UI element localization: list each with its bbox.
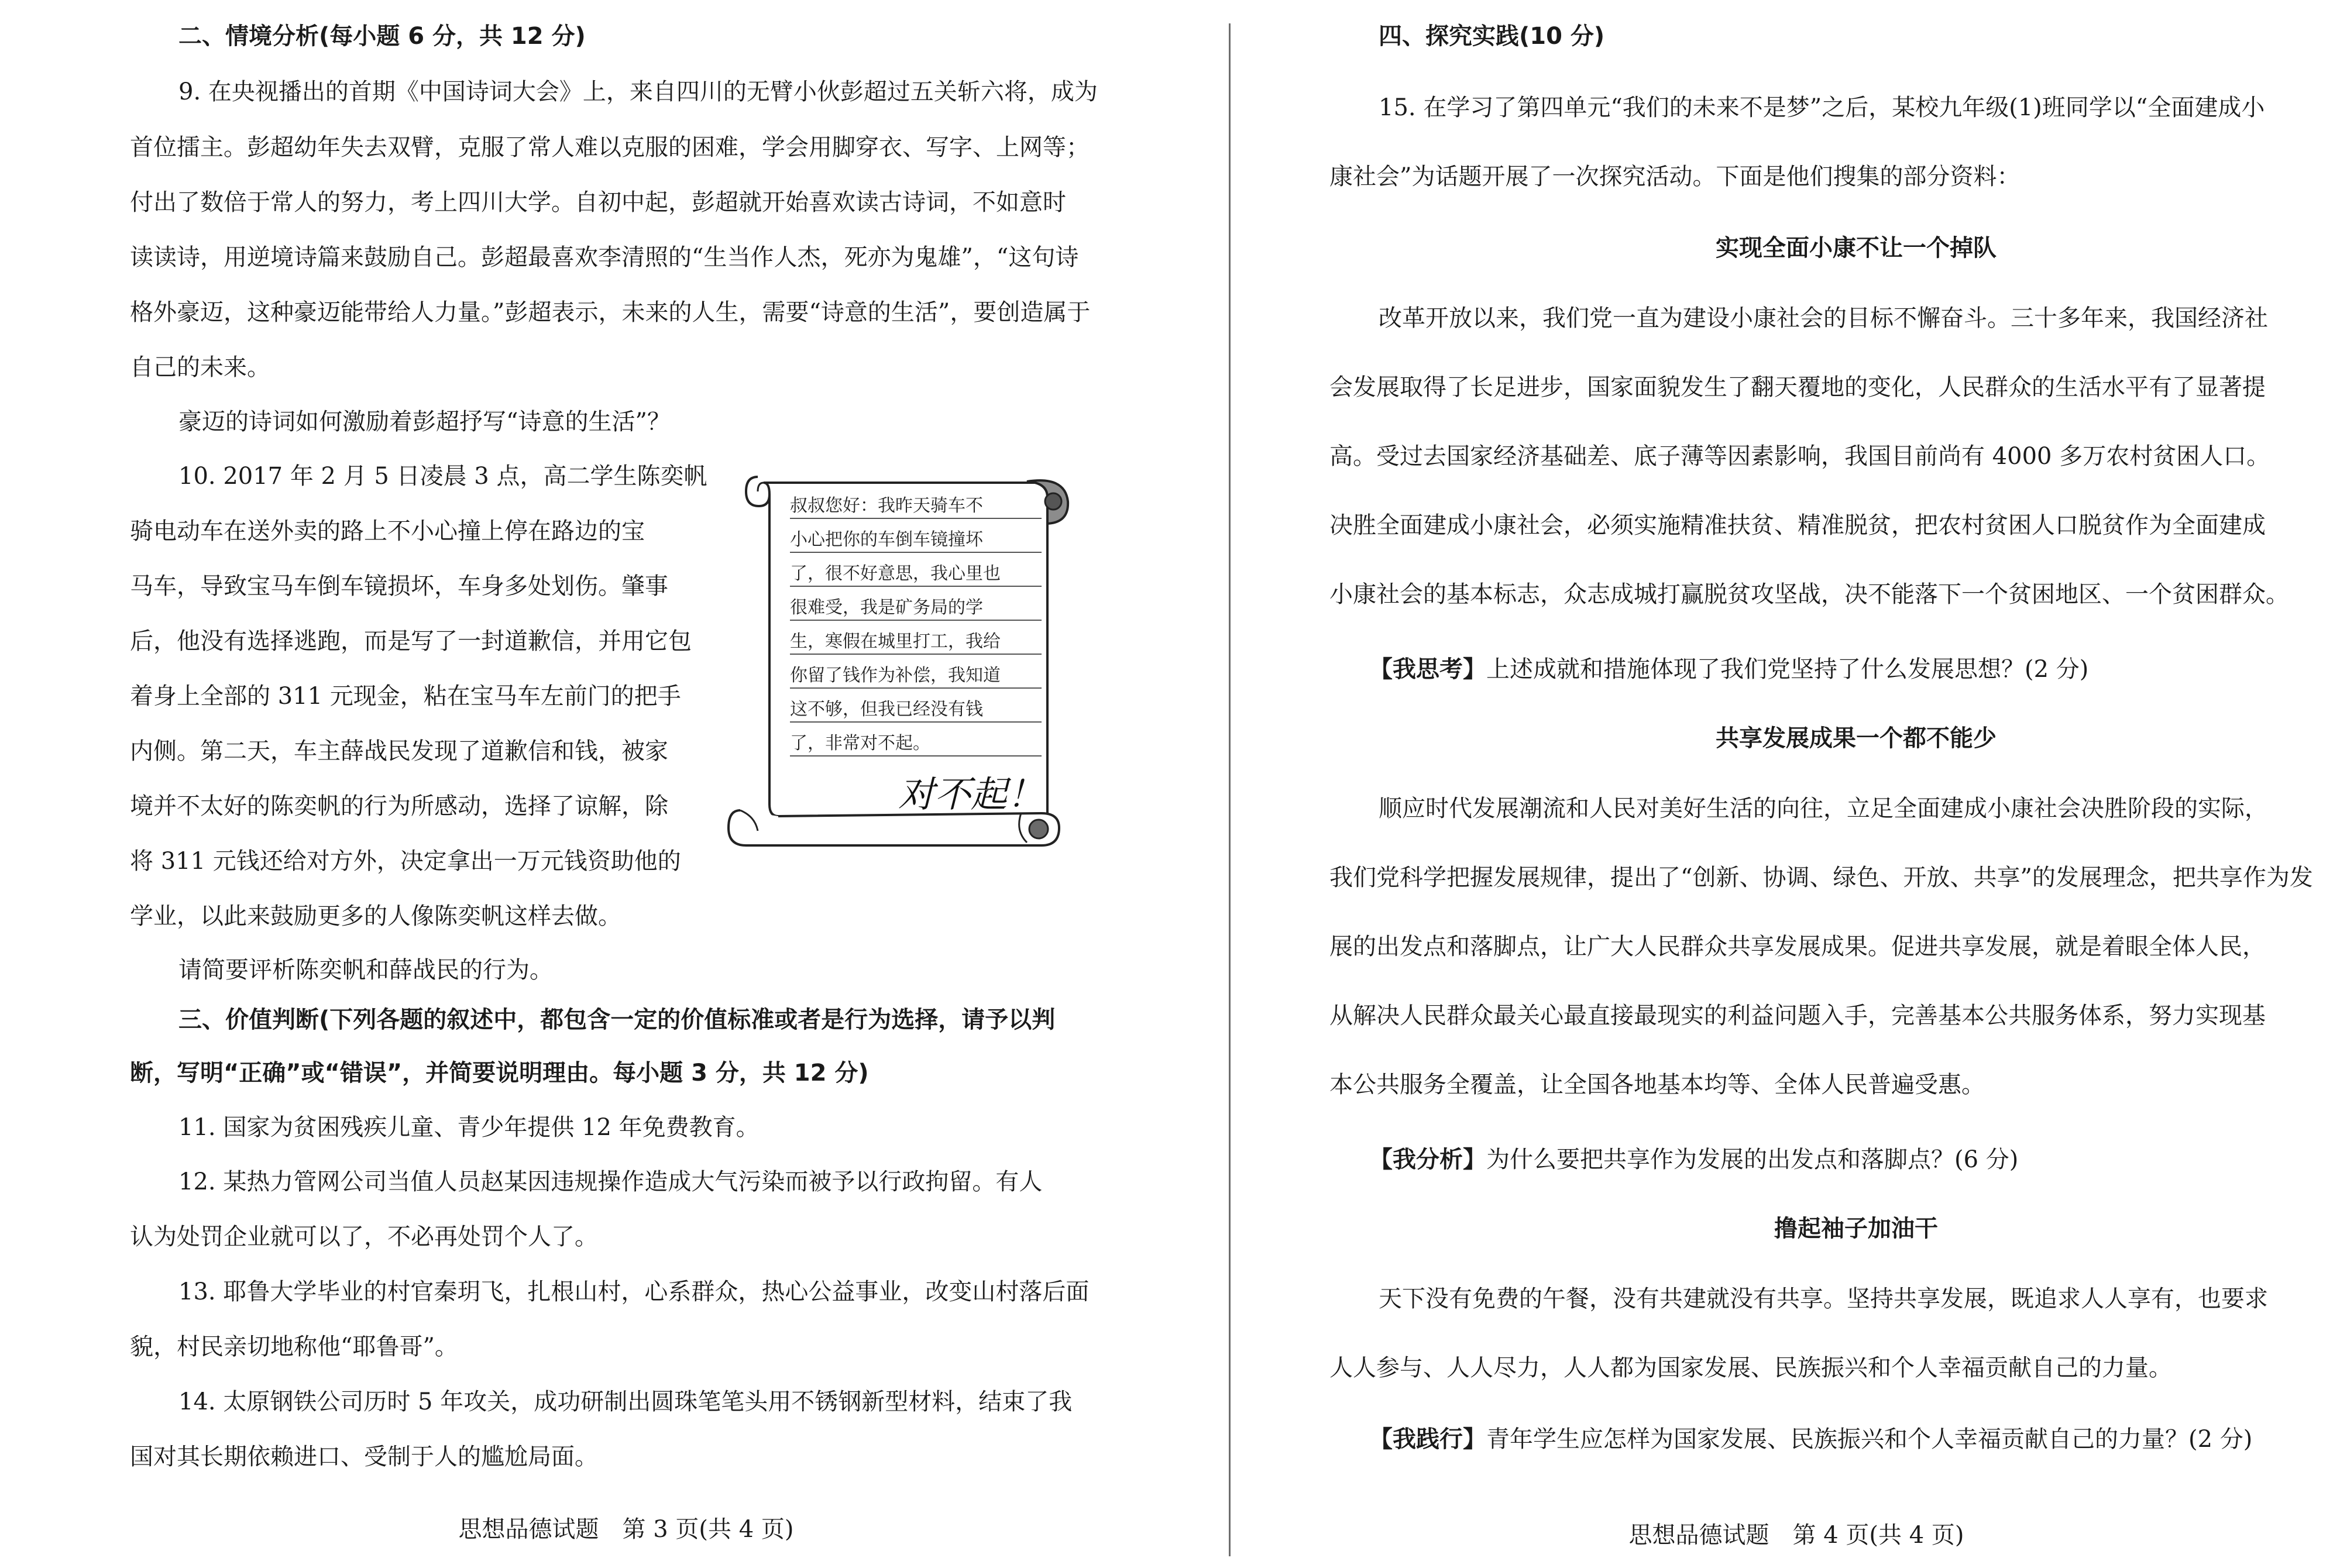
letter-sorry-handwriting: 对不起！	[898, 773, 1044, 816]
material-2-line-2: 我们党科学把握发展规律，提出了“创新、协调、绿色、开放、共享”的发展理念，把共享作为发	[1329, 864, 2313, 891]
q10-line-9: 学业，以此来鼓励更多的人像陈奕帆这样去做。	[130, 903, 621, 930]
q9-question: 豪迈的诗词如何激励着彭超抒写“诗意的生活”？	[178, 408, 671, 435]
section-3-title-line-2: 断，写明“正确”或“错误”，并简要说明理由。每小题 3 分，共 12 分)	[130, 1060, 869, 1086]
material-1-line-3: 高。受过去国家经济基础差、底子薄等因素影响，我国目前尚有 4000 多万农村贫困人口。	[1329, 443, 2270, 470]
q10-line-1: 10. 2017 年 2 月 5 日凌晨 3 点，高二学生陈奕帆	[178, 463, 707, 490]
q13-line-1: 13. 耶鲁大学毕业的村官秦玥飞，扎根山村，心系群众，热心公益事业，改变山村落后面	[178, 1278, 1090, 1305]
practice-text: 青年学生应怎样为国家发展、民族振兴和个人幸福贡献自己的力量？(2 分)	[1486, 1426, 2253, 1453]
q10-line-3: 马车，导致宝马车倒车镜损坏，车身多处划伤。肇事	[130, 573, 668, 600]
q14-line-1: 14. 太原钢铁公司历时 5 年攻关，成功研制出圆珠笔笔头用不锈钢新型材料，结束了我	[178, 1388, 1073, 1415]
analyze-prompt	[1369, 1146, 2018, 1174]
letter-line-2: 小心把你的车倒车镜撞坏	[790, 528, 1042, 553]
page-4-footer: 思想品德试题 第 4 页(共 4 页)	[1628, 1522, 1964, 1549]
material-2-line-3: 展的出发点和落脚点，让广大人民群众共享发展成果。促进共享发展，就是着眼全体人民，	[1329, 933, 2266, 960]
q9-line-5: 格外豪迈，这种豪迈能带给人力量。”彭超表示，未来的人生，需要“诗意的生活”，要创造属于	[130, 299, 1091, 326]
q10-line-7: 境并不太好的陈奕帆的行为所感动，选择了谅解，除	[130, 793, 668, 820]
material-3-line-1: 天下没有免费的午餐，没有共建就没有共享。坚持共享发展，既追求人人享有，也要求	[1379, 1285, 2268, 1312]
section-2-title: 二、情境分析(每小题 6 分，共 12 分)	[178, 23, 586, 50]
q9-line-1: 9. 在央视播出的首期《中国诗词大会》上，来自四川的无臂小伙彭超过五关斩六将，成为	[178, 78, 1098, 105]
material-1-title: 实现全面小康不让一个掉队	[1716, 235, 1997, 262]
q10-line-4: 后，他没有选择逃跑，而是写了一封道歉信，并用它包	[130, 628, 692, 655]
q10-line-2: 骑电动车在送外卖的路上不小心撞上停在路边的宝	[130, 518, 645, 545]
material-1-line-5: 小康社会的基本标志，众志成城打赢脱贫攻坚战，决不能落下一个贫困地区、一个贫困群众。	[1329, 581, 2289, 608]
material-2-line-4: 从解决人民群众最关心最直接最现实的利益问题入手，完善基本公共服务体系，努力实现基	[1329, 1002, 2266, 1029]
q9-line-6: 自己的未来。	[130, 354, 270, 381]
q10-line-8: 将 311 元钱还给对方外，决定拿出一万元钱资助他的	[130, 848, 681, 875]
letter-line-5: 生，寒假在城里打工，我给	[790, 630, 1042, 655]
letter-line-6: 你留了钱作为补偿，我知道	[790, 664, 1042, 689]
material-2-line-5: 本公共服务全覆盖，让全国各地基本均等、全体人民普遍受惠。	[1329, 1071, 1985, 1098]
material-2-title: 共享发展成果一个都不能少	[1716, 725, 1997, 752]
practice-label: 【我践行】	[1369, 1426, 1486, 1453]
letter-line-8: 了，非常对不起。	[790, 732, 1042, 757]
letter-line-4: 很难受，我是矿务局的学	[790, 596, 1042, 621]
q12-line-1: 12. 某热力管网公司当值人员赵某因违规操作造成大气污染而被予以行政拘留。有人	[178, 1168, 1043, 1195]
q15-intro-line-1: 15. 在学习了第四单元“我们的未来不是梦”之后，某校九年级(1)班同学以“全面建成小	[1379, 94, 2265, 121]
section-4-title: 四、探究实践(10 分)	[1379, 23, 1605, 50]
material-3-title: 撸起袖子加油干	[1774, 1215, 1938, 1242]
q9-line-2: 首位擂主。彭超幼年失去双臂，克服了常人难以克服的困难，学会用脚穿衣、写字、上网等；	[130, 134, 1090, 161]
analyze-text: 为什么要把共享作为发展的出发点和落脚点？(6 分)	[1486, 1146, 2019, 1173]
material-1-line-4: 决胜全面建成小康社会，必须实施精准扶贫、精准脱贫，把农村贫困人口脱贫作为全面建成	[1329, 512, 2266, 539]
q10-question: 请简要评析陈奕帆和薛战民的行为。	[178, 957, 553, 984]
material-1-line-1: 改革开放以来，我们党一直为建设小康社会的目标不懈奋斗。三十多年来，我国经济社	[1379, 305, 2268, 332]
q15-intro-line-2: 康社会”为话题开展了一次探究活动。下面是他们搜集的部分资料：	[1329, 163, 2020, 190]
think-text: 上述成就和措施体现了我们党坚持了什么发展思想？(2 分)	[1486, 656, 2089, 683]
q10-line-6: 内侧。第二天，车主薛战民发现了道歉信和钱，被家	[130, 738, 668, 765]
material-2-line-1: 顺应时代发展潮流和人民对美好生活的向往，立足全面建成小康社会决胜阶段的实际，	[1379, 795, 2268, 822]
q9-line-4: 读读诗，用逆境诗篇来鼓励自己。彭超最喜欢李清照的“生当作人杰，死亦为鬼雄”，“这句诗	[130, 244, 1079, 271]
q14-line-2: 国对其长期依赖进口、受制于人的尴尬局面。	[130, 1443, 598, 1470]
q13-line-2: 貌，村民亲切地称他“耶鲁哥”。	[130, 1333, 458, 1360]
section-3-title-line-1: 三、价值判断(下列各题的叙述中，都包含一定的价值标准或者是行为选择，请予以判	[178, 1006, 1056, 1033]
practice-prompt	[1369, 1425, 2252, 1453]
q10-line-5: 着身上全部的 311 元现金，粘在宝马车左前门的把手	[130, 683, 681, 710]
letter-line-7: 这不够，但我已经没有钱	[790, 698, 1042, 723]
page-3-footer: 思想品德试题 第 3 页(共 4 页)	[458, 1516, 794, 1543]
letter-line-3: 了，很不好意思，我心里也	[790, 562, 1042, 587]
think-prompt	[1369, 655, 2088, 683]
letter-line-1: 叔叔您好：我昨天骑车不	[790, 494, 1042, 519]
think-label: 【我思考】	[1369, 656, 1486, 683]
q11: 11. 国家为贫困残疾儿童、青少年提供 12 年免费教育。	[178, 1114, 760, 1141]
q12-line-2: 认为处罚企业就可以了，不必再处罚个人了。	[130, 1223, 598, 1250]
material-3-line-2: 人人参与、人人尽力，人人都为国家发展、民族振兴和个人幸福贡献自己的力量。	[1329, 1354, 2172, 1381]
q9-line-3: 付出了数倍于常人的努力，考上四川大学。自初中起，彭超就开始喜欢读古诗词，不如意时	[130, 189, 1066, 216]
material-1-line-2: 会发展取得了长足进步，国家面貌发生了翻天覆地的变化，人民群众的生活水平有了显著提	[1329, 374, 2266, 401]
exam-page-4	[1229, 0, 2347, 1568]
analyze-label: 【我分析】	[1369, 1146, 1486, 1173]
